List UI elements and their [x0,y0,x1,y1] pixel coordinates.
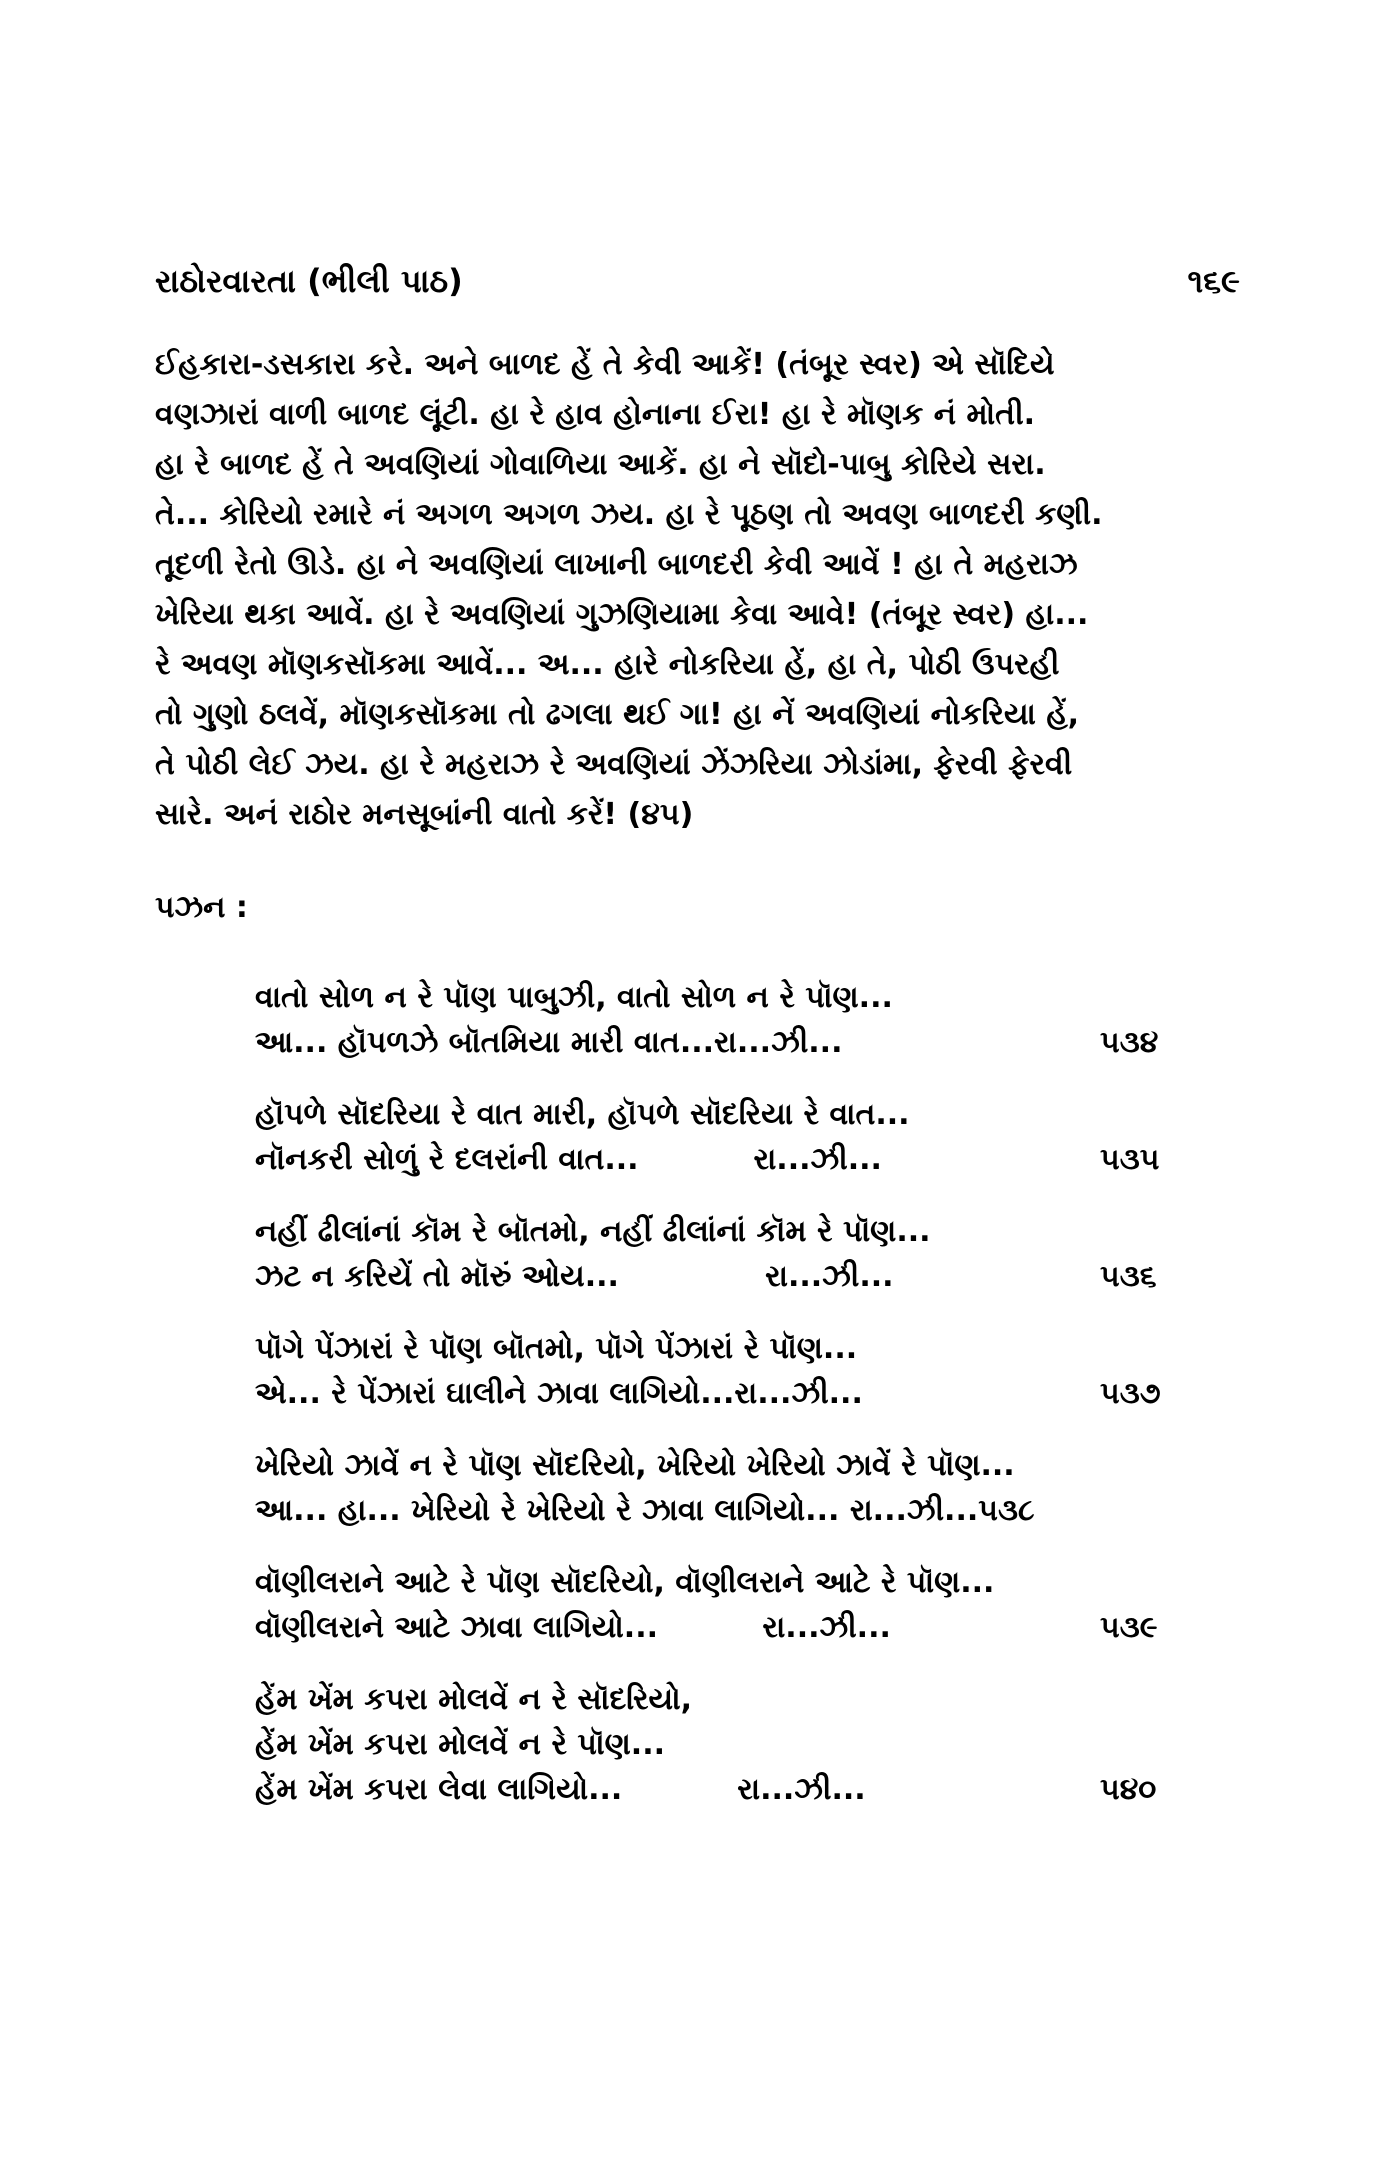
verse-text: હેંમ ખેંમ કપરા મોલવેં ન રે સૉદરિયો, [255,1682,693,1717]
prose-line: હા રે બાળદ હેં તે અવણિયાં ગોવાળિયા આકેં. હા ને સૉદો-પાબુ કોરિયે સરા. [155,447,1046,482]
verse-text: હૉપળે સૉદરિયા રે વાત મારી, હૉપળે સૉદરિયા રે વાત... [255,1097,910,1132]
verse-line [255,1443,1185,1488]
running-title: રાઠોરવારતા (ભીલી પાઠ) [155,262,463,300]
verse-text: આ... હા... ખેરિયો રે ખેરિયો રે ઝાવા લાગિયો... રા...ઝી...૫૩૮ [255,1493,1035,1528]
verse-stanza [255,1677,1185,1812]
verse-number: ૫૩૫ [1100,1142,1160,1177]
prose-paragraph [155,340,1240,840]
verse-line [255,1722,1185,1767]
verse-line [255,1560,1185,1605]
verse-stanza [255,975,1185,1065]
prose-line: ઈહકારા-ડસકારા કરે. અને બાળદ હેં તે કેવી આકેં! (તંબૂર સ્વર) એ સૉદિયે [155,347,1055,382]
verse-stanza [255,1326,1185,1416]
verse-block [255,975,1185,1839]
prose-line: વણઝારાં વાળી બાળદ લૂંટી. હા રે હાવ હોનાના ઈરા! હા રે મૉણક નં મોતી. [155,397,1036,432]
verse-number: ૫૩૯ [1100,1610,1158,1645]
verse-text: એ... રે પેંઝારાં ઘાલીને ઝાવા લાગિયો...રા...ઝી... [255,1376,863,1411]
verse-stanza [255,1560,1185,1650]
verse-text: પૉગે પેંઝારાં રે પૉણ બૉતમો, પૉગે પેંઝારાં રે પૉણ... [255,1331,858,1366]
running-header [155,262,1240,312]
prose-line: તૂદળી રેતો ઊડે. હા ને અવણિયાં લાખાની બાળદરી કેવી આવેં ! હા તે મહરાઝ [155,547,1078,582]
prose-line: તે પોઠી લેઈ ઝય. હા રે મહરાઝ રે અવણિયાં ઝેંઝરિયા ઝોડાંમા, ફેરવી ફેરવી [155,747,1073,782]
verse-text: નહીં ઢીલાંનાં કૉમ રે બૉતમો, નહીં ઢીલાંનાં કૉમ રે પૉણ... [255,1214,931,1249]
prose-line: સારે. અનં રાઠોર મનસૂબાંની વાતો કરેં! (૪૫) [155,797,694,832]
verse-stanza [255,1209,1185,1299]
verse-line [255,1371,1185,1416]
section-label: પઝન : [155,890,248,925]
verse-line [255,1092,1185,1137]
verse-text: હેંમ ખેંમ કપરા લેવા લાગિયો... રા...ઝી... [255,1772,866,1807]
verse-line [255,1020,1185,1065]
verse-line [255,1677,1185,1722]
prose-line: તો ગુણો ઠલવેં, મૉણકસૉકમા તો ઢગલા થઈ ગા! હા નેં અવણિયાં નોકરિયા હેં, [155,697,1080,732]
verse-text: આ... હૉપળઝે બૉતમિયા મારી વાત...રા...ઝી... [255,1025,843,1060]
prose-line: તે... કોરિયો રમારે નં અગળ અગળ ઝય. હા રે પૂઠણ તો અવણ બાળદરી કણી. [155,497,1103,532]
verse-line [255,1767,1185,1812]
verse-stanza [255,1092,1185,1182]
prose-line: રે અવણ મૉણકસૉકમા આવેં... અ... હારે નોકરિયા હેં, હા તે, પોઠી ઉપરહી [155,647,1060,682]
verse-text: વૉણીલરાને આટે રે પૉણ સૉદરિયો, વૉણીલરાને આટે રે પૉણ... [255,1565,995,1600]
verse-text: વૉણીલરાને આટે ઝાવા લાગિયો... રા...ઝી... [255,1610,891,1645]
prose-line: ખેરિયા થકા આવેં. હા રે અવણિયાં ગુઝણિયામા કેવા આવે! (તંબૂર સ્વર) હા... [155,597,1089,632]
verse-line [255,1605,1185,1650]
verse-line [255,1488,1185,1533]
verse-number: ૫૩૭ [1100,1376,1161,1411]
verse-line [255,1209,1185,1254]
verse-stanza [255,1443,1185,1533]
verse-number: ૫૩૪ [1100,1025,1159,1060]
verse-line [255,1254,1185,1299]
verse-line [255,1326,1185,1371]
verse-text: હેંમ ખેંમ કપરા મોલવેં ન રે પૉણ... [255,1727,665,1762]
verse-number: ૫૩૬ [1100,1259,1157,1294]
verse-line [255,975,1185,1020]
verse-text: નૉનકરી સોળું રે દલરાંની વાત... રા...ઝી... [255,1142,882,1177]
verse-text: ઝટ ન કરિયેં તો મૉરું ઓય... રા...ઝી... [255,1259,894,1294]
verse-line [255,1137,1185,1182]
verse-text: વાતો સોળ ન રે પૉણ પાબુઝી, વાતો સોળ ન રે પૉણ... [255,980,893,1015]
page-number: ૧૬૯ [1187,262,1240,300]
verse-number: ૫૪૦ [1100,1772,1157,1807]
verse-text: ખેરિયો ઝાવેં ન રે પૉણ સૉદરિયો, ખેરિયો ખેરિયો ઝાવેં રે પૉણ... [255,1448,1015,1483]
